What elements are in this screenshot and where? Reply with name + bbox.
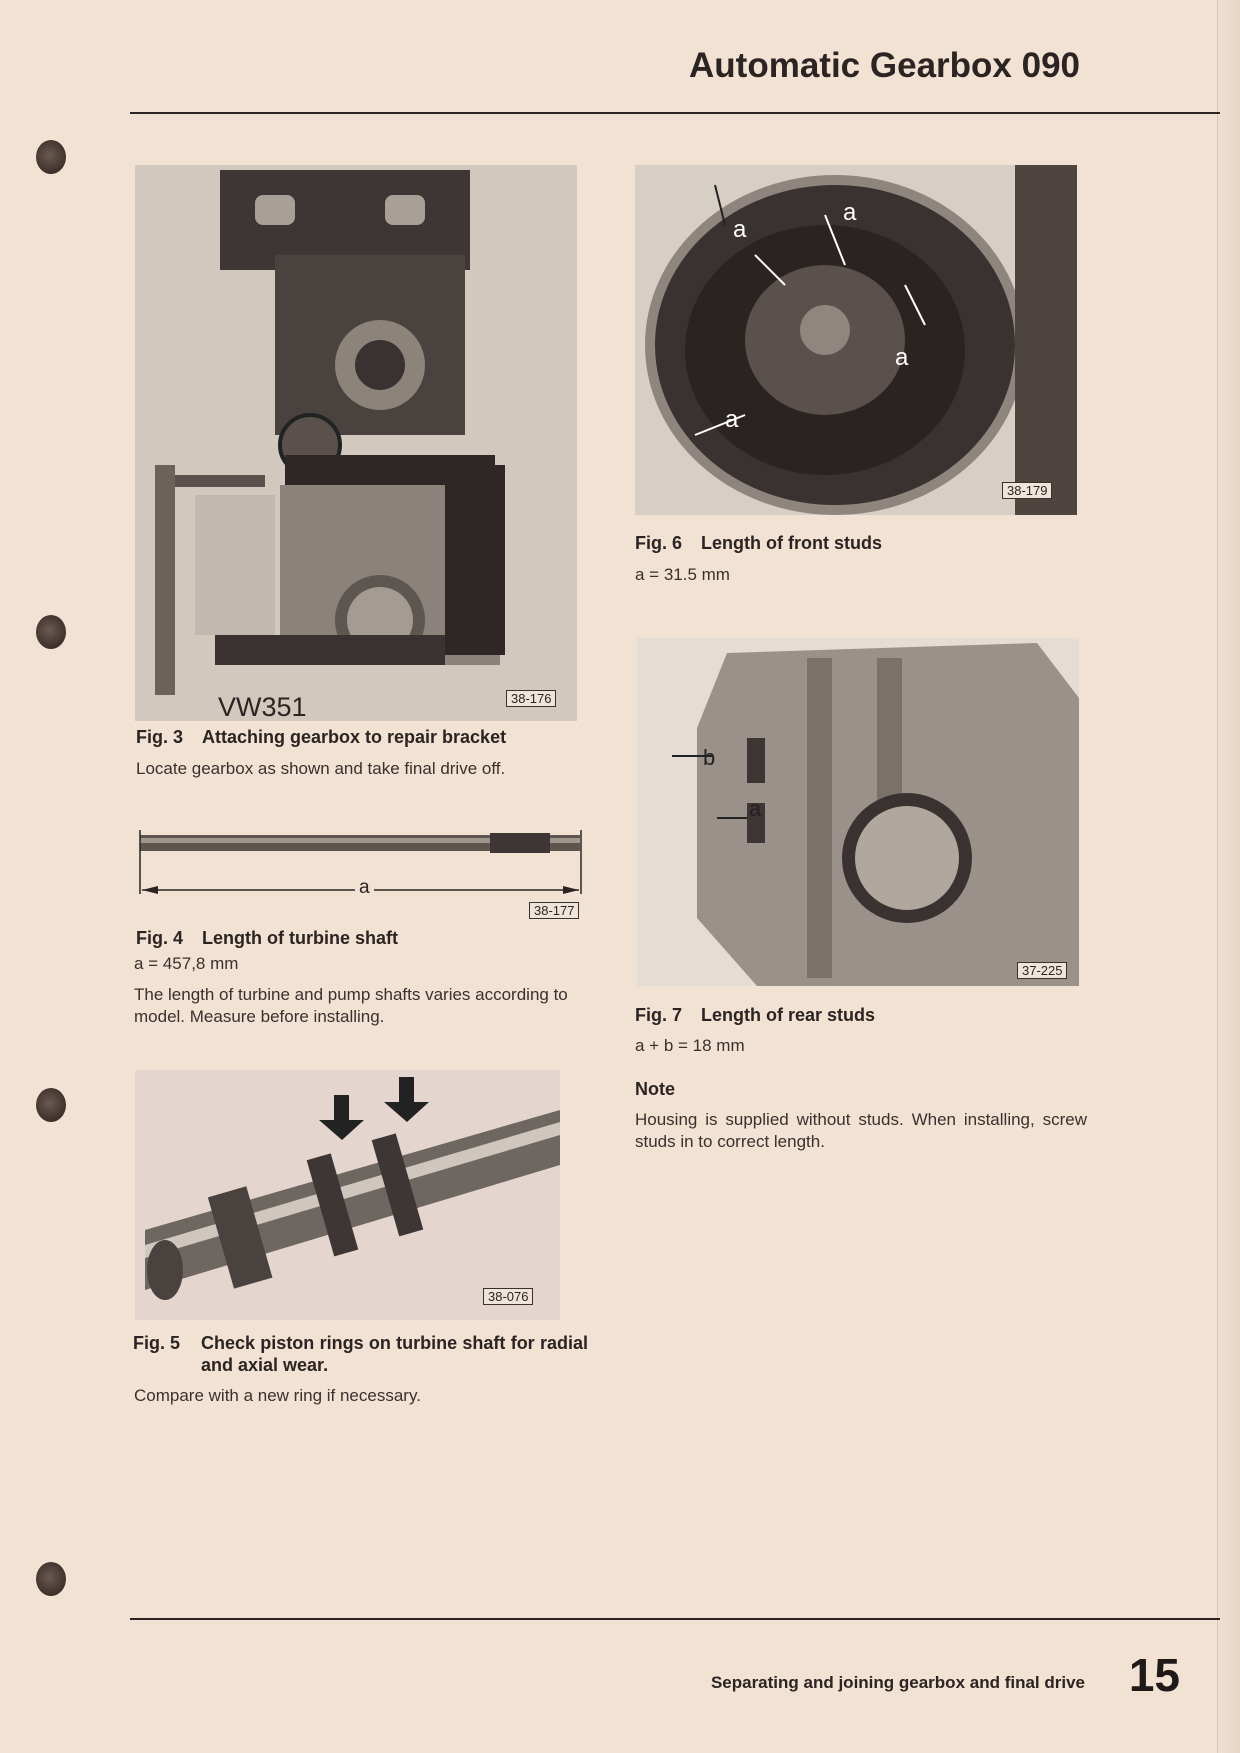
fig6-code: 38-179 [1002, 482, 1052, 499]
fig7-rear-studs-photo [637, 638, 1079, 986]
fig5-caption [133, 1332, 588, 1376]
header-rule [130, 112, 1220, 114]
note-text: Housing is supplied without studs. When installing, screw studs in to correct length. [635, 1110, 1087, 1151]
fig6-label-a: a [725, 406, 739, 433]
fig4-code: 38-177 [529, 902, 579, 919]
fig3-tool-label: VW351 [218, 692, 307, 722]
punch-hole [36, 1562, 66, 1596]
fig7-number: Fig. 7 [635, 1005, 683, 1025]
fig3-caption [136, 727, 506, 748]
fig6-label-a: a [843, 199, 857, 226]
fig4-text: The length of turbine and pump shafts varies according to model. Measure before installing. [134, 985, 568, 1026]
fig6-caption-text: Length of front studs [701, 533, 882, 553]
fig7-label-a: a [749, 796, 762, 821]
fig5-number: Fig. 5 [133, 1333, 181, 1353]
note-heading: Note [635, 1079, 675, 1099]
fig3-number: Fig. 3 [136, 727, 184, 747]
fig5-text: Compare with a new ring if necessary. [134, 1386, 421, 1405]
fig5-code: 38-076 [483, 1288, 533, 1305]
fig3-text: Locate gearbox as shown and take final drive off. [136, 759, 506, 778]
fig4-value: a = 457,8 mm [134, 954, 239, 973]
fig6-label-a: a [895, 344, 909, 371]
fig7-caption-text: Length of rear studs [701, 1005, 876, 1025]
punch-hole [36, 140, 66, 174]
footer-section-title: Separating and joining gearbox and final drive [710, 1673, 1085, 1692]
fig4-caption [136, 928, 398, 949]
fig5-shaft-photo [135, 1070, 560, 1320]
fig3-code: 38-176 [506, 690, 556, 707]
fig6-caption [635, 533, 882, 554]
page-number: 15 [1128, 1649, 1180, 1701]
fig5-caption-text: Check piston rings on turbine shaft for radial and axial wear. [201, 1333, 588, 1375]
fig7-value: a + b = 18 mm [635, 1036, 745, 1055]
fig7-code: 37-225 [1017, 962, 1067, 979]
page-title: Automatic Gearbox 090 [689, 46, 1080, 85]
fig4-dimension-label: a [355, 877, 374, 899]
fig6-label-a: a [733, 216, 747, 243]
fig4-caption-text: Length of turbine shaft [202, 928, 398, 948]
fig4-number: Fig. 4 [136, 928, 184, 948]
fig6-value: a = 31.5 mm [635, 565, 730, 584]
footer-rule [130, 1618, 1220, 1620]
fig7-label-b: b [703, 745, 716, 770]
fig7-caption [635, 1005, 875, 1026]
page-edge [1217, 0, 1240, 1753]
fig3-caption-text: Attaching gearbox to repair bracket [202, 727, 507, 747]
fig3-gearbox-photo [135, 165, 577, 721]
punch-hole [36, 1088, 66, 1122]
fig6-number: Fig. 6 [635, 533, 683, 553]
punch-hole [36, 615, 66, 649]
fig6-front-studs-photo [635, 165, 1077, 515]
